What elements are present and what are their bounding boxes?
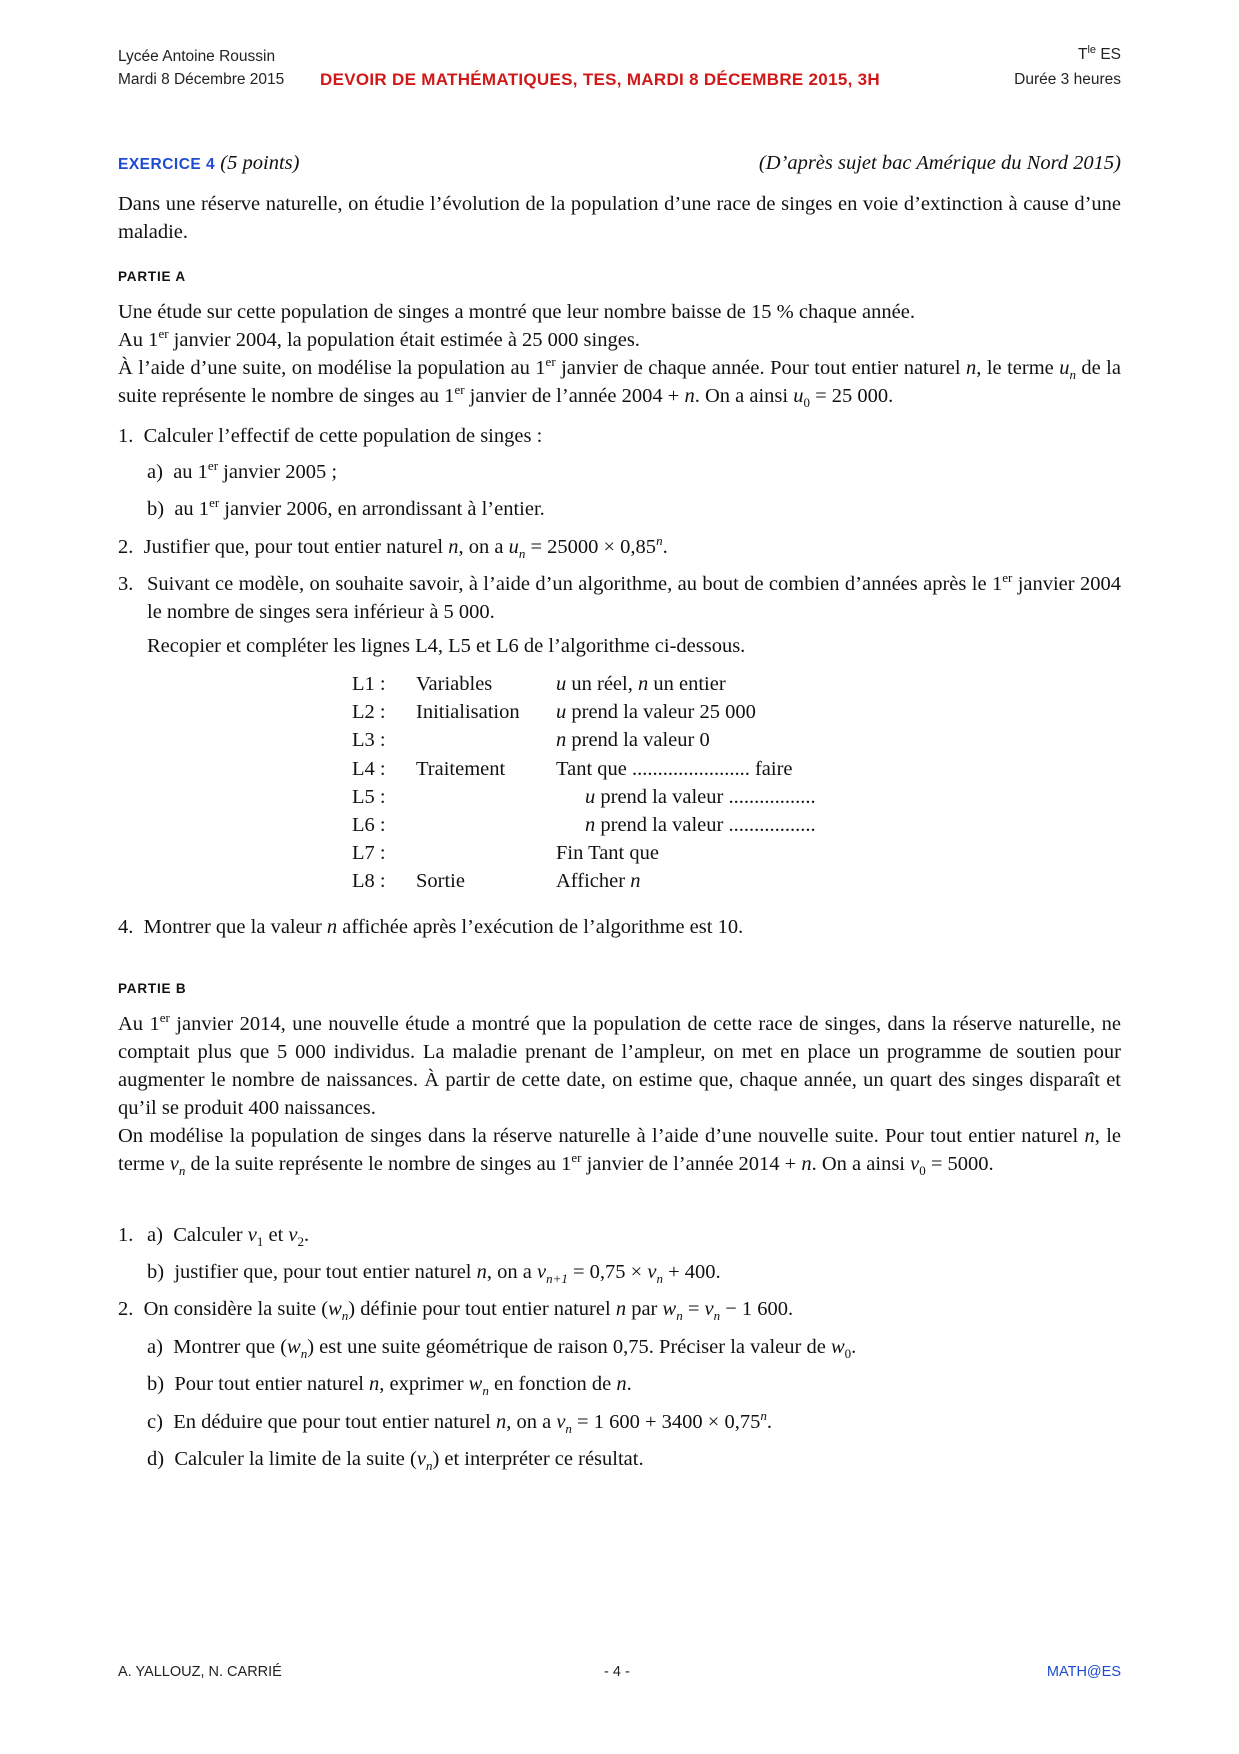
algorithm-line-number: L1 : [352, 673, 386, 695]
class-label: $T^{le}$ ES [1077, 43, 1121, 63]
footer-brand: MATH@ES [1046, 1664, 1121, 1680]
algorithm-line-number: L3 : [352, 729, 386, 752]
algorithm-line-number: L7 : [352, 842, 386, 865]
algorithm-line-number: L6 : [352, 813, 386, 836]
a-q2: 2. Justifier que, pour tout entier naturel n, on a $u_n = 25000 \times 0,85^n$. [118, 533, 668, 562]
algorithm-code: u prend la valeur 25 000 [556, 701, 756, 724]
algorithm-line-number: L4 : [352, 757, 386, 780]
part-a-p3: À l’aide d’une suite, on modélise la population au 1er janvier de chaque année. Pour tout entier naturel n, le terme $u_n$ de la suite représente le nombre de singes au 1er janvier de l’année 2004 + n. On a ainsi $u_0 = 25$ 000. [118, 354, 1121, 411]
part-b-p2: On modélise la population de singes dans la réserve naturelle à l’aide d’une nouvelle suite. Pour tout entier naturel n, le terme $v_n$ de la suite représente le nombre de singes au 1er janvier de l’année 2014 + n. On a ainsi $v_0 = 5000$. [118, 1125, 1122, 1179]
header-date: Mardi 8 Décembre 2015 [118, 71, 285, 88]
a-q3: Suivant ce modèle, on souhaite savoir, à l’aide d’un algorithme, au bout de combien d’années après le 1er janvier 2004 le nombre de singes sera inférieur à 5 000. [147, 570, 1121, 623]
part-b-p1: Au 1er janvier 2014, une nouvelle étude a montré que la population de cette race de singes, dans la réserve naturelle, ne comptait plus que 5 000 individus. La maladie prenant de l’ampleur, on met en place un programme de soutien pour augmenter le nombre de naissances. À partir de cette date, on estime que, chaque année, un quart des singes disparaît et qu’il se produit 400 naissances. [118, 1010, 1122, 1119]
part-b-text [118, 1010, 1121, 1178]
b-q1-num: 1. [118, 1224, 134, 1246]
algorithm-code: Afficher n [556, 870, 641, 893]
algorithm-code: n prend la valeur ................. [585, 813, 816, 836]
b-q2: 2. On considère la suite $(w_n)$ définie pour tout entier naturel n par $w_n = v_n - 1$ 600. [118, 1298, 794, 1324]
page-title: DEVOIR DE MATHÉMATIQUES, TES, MARDI 8 DÉCEMBRE 2015, 3H [320, 70, 880, 89]
exercise-points: (5 points) [220, 152, 300, 174]
algorithm-code: u prend la valeur ................. [585, 785, 816, 808]
footer-authors: A. YALLOUZ, N. CARRIÉ [118, 1664, 282, 1680]
part-b-title: PARTIE B [118, 981, 187, 996]
a-q1a: a) au 1er janvier 2005 ; [147, 458, 338, 483]
a-q3-num: 3. [118, 573, 134, 595]
b-q2c: c) En déduire que pour tout entier naturel n, on a $v_n = 1$ $600 + 3400 \times 0,75^n$. [147, 1408, 772, 1437]
exercise-intro: Dans une réserve naturelle, on étudie l’évolution de la population d’une race de singes en voie d’extinction à cause d’une maladie. [118, 193, 1121, 243]
part-a-text [118, 298, 1121, 410]
algorithm-code: Fin Tant que [556, 842, 659, 865]
part-a-title: PARTIE A [118, 269, 186, 284]
algorithm-section: Sortie [416, 870, 465, 893]
b-q2a: a) Montrer que $(w_n)$ est une suite géométrique de raison 0,75. Préciser la valeur de $w_0$. [147, 1336, 857, 1362]
algorithm-code: n prend la valeur 0 [556, 729, 710, 752]
b-q1b: b) justifier que, pour tout entier naturel n, on a $v_{n+1} = 0,75 \times v_n + 400$. [147, 1261, 721, 1287]
part-a-p1: Une étude sur cette population de singes a montré que leur nombre baisse de 15 % chaque année. [118, 301, 915, 323]
exercise-source: (D’après sujet bac Amérique du Nord 2015) [758, 152, 1121, 174]
algorithm-code: Tant que ....................... faire [556, 757, 793, 780]
algorithm-section: Initialisation [416, 701, 520, 724]
b-q2d: d) Calculer la limite de la suite $(v_n)$ et interpréter ce résultat. [147, 1448, 644, 1474]
algorithm-line-number: L2 : [352, 701, 386, 724]
b-q1a: a) Calculer $v_1$ et $v_2$. [147, 1224, 310, 1250]
exercise-heading [118, 152, 1121, 175]
duration: Durée 3 heures [1014, 71, 1121, 88]
b-q2b: b) Pour tout entier naturel n, exprimer $w_n$ en fonction de n. [147, 1373, 632, 1399]
a-q1b: b) au 1er janvier 2006, en arrondissant à l’entier. [147, 495, 545, 520]
a-q3-instruction: Recopier et compléter les lignes L4, L5 et L6 de l’algorithme ci-dessous. [147, 635, 746, 657]
algorithm-line-number: L5 : [352, 785, 386, 808]
algorithm-code: u un réel, n un entier [556, 673, 726, 695]
a-q1: 1. Calculer l’effectif de cette population de singes : [118, 425, 543, 447]
page-number: - 4 - [604, 1664, 630, 1680]
algorithm-section: Traitement [416, 757, 506, 780]
part-a-p2: Au 1er janvier 2004, la population était estimée à 25 000 singes. [118, 326, 640, 351]
algorithm-section: Variables [416, 673, 493, 695]
exercise-label: EXERCICE 4 [118, 156, 216, 173]
a-q4: 4. Montrer que la valeur n affichée après l’exécution de l’algorithme est 10. [118, 916, 744, 938]
algorithm-line-number: L8 : [352, 870, 386, 893]
school-name: Lycée Antoine Roussin [118, 48, 276, 65]
